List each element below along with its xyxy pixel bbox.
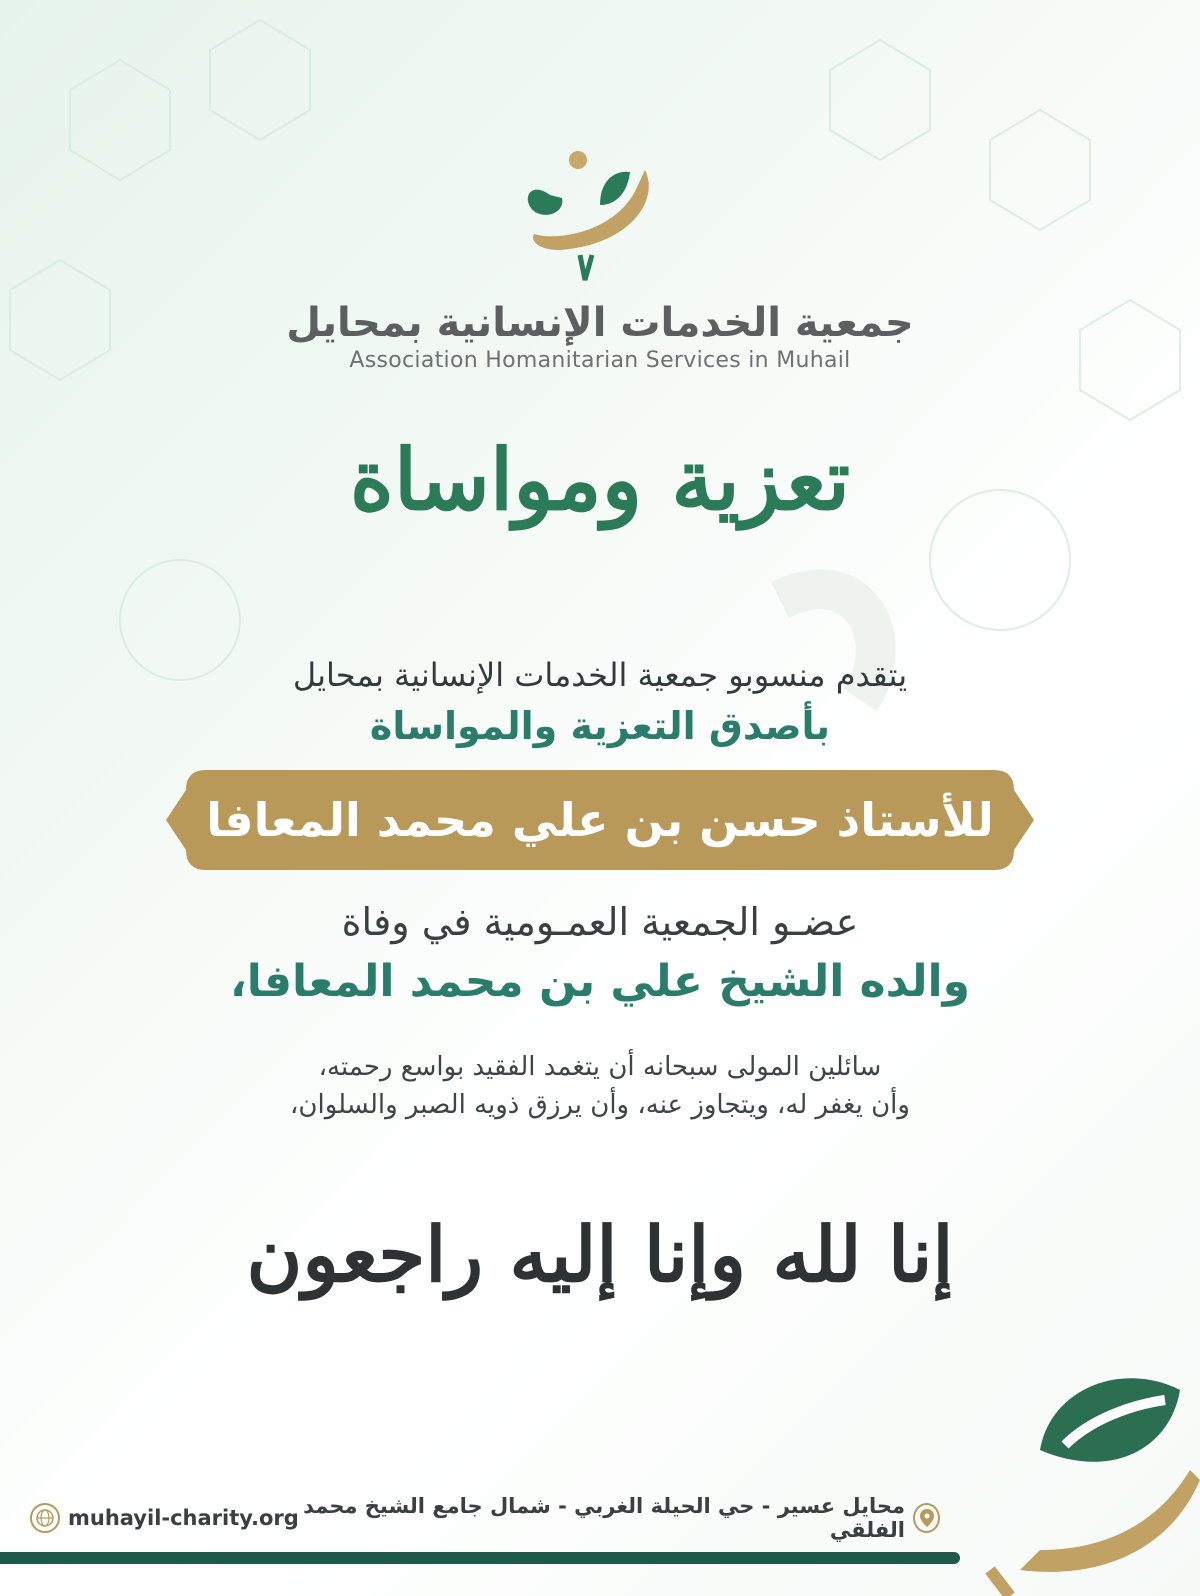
quran-verse: إنا لله وإنا إليه راجعون — [246, 1210, 954, 1299]
globe-icon — [30, 1503, 60, 1533]
bottom-bar — [0, 1552, 960, 1564]
name-banner-text: للأستاذ حسن بن علي محمد المعافا — [206, 793, 994, 847]
footer-website-link[interactable]: muhayil-charity.org — [68, 1506, 299, 1530]
organization-logo — [520, 150, 680, 290]
organization-name-arabic: جمعية الخدمات الإنسانية بمحايل — [286, 300, 914, 346]
message-line-3: عضـو الجمعية العمـومية في وفاة — [341, 900, 859, 944]
message-line-2: بأصدق التعزية والمواساة — [369, 704, 831, 748]
deceased-name: والده الشيخ علي بن محمد المعافا، — [229, 956, 970, 1007]
location-pin-icon — [913, 1503, 940, 1533]
footer-website[interactable] — [30, 1500, 299, 1536]
footer-location-text: محايل عسير - حي الحيلة الغربي - شمال جامع الشيخ محمد الفلقي — [303, 1494, 906, 1542]
corner-decoration — [980, 1370, 1200, 1596]
footer-location — [300, 1494, 940, 1542]
prayer-line-2: وأن يغفر له، ويتجاوز عنه، وأن يرزق ذويه الصبر والسلوان، — [290, 1090, 910, 1120]
prayer-line-1: سائلين المولى سبحانه أن يتغمد الفقيد بواسع رحمته، — [318, 1052, 882, 1082]
organization-name-english: Association Homanitarian Services in Muhail — [349, 348, 851, 373]
condolence-title: تعزية ومواساة — [349, 430, 851, 529]
message-line-1: يتقدم منسوبو جمعية الخدمات الإنسانية بمحايل — [292, 656, 908, 694]
